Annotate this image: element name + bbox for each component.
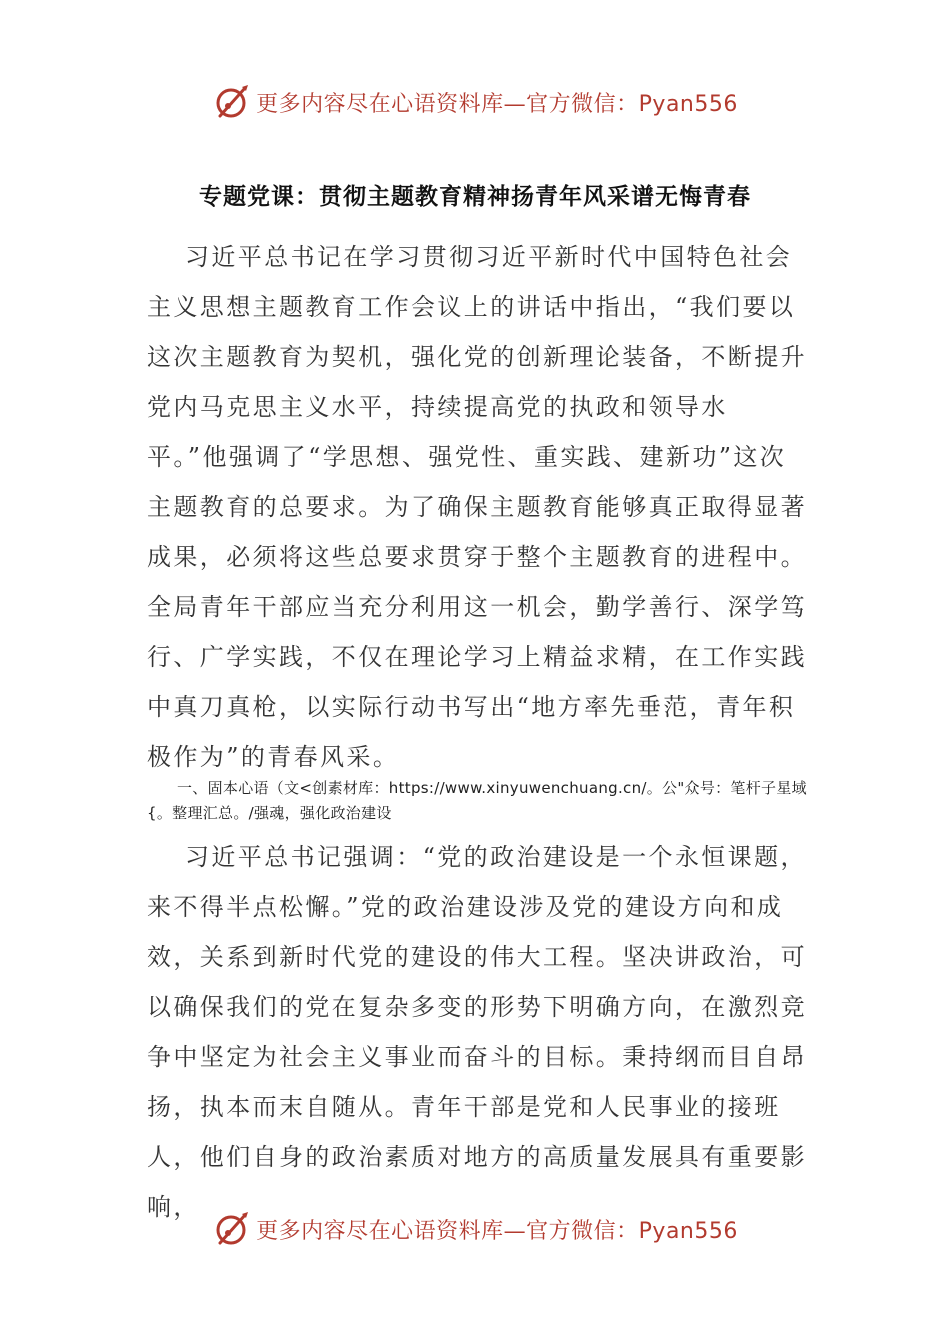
banner-wechat-id: Pyan556 <box>638 1218 738 1244</box>
banner-wechat-id: Pyan556 <box>638 91 738 117</box>
paragraph-1-text: 习近平总书记在学习贯彻习近平新时代中国特色社会主义思想主题教育工作会议上的讲话中指出，“我们要以这次主题教育为契机，强化党的创新理论装备，不断提升党内马克思主义水平，持续提高党的执政和领导水平。”他强调了“学思想、强党性、重实践、建新功”这次主题教育的总要求。为了确保主题教育能够真正取得显著成果，必须将这些总要求贯穿于整个主题教育的进程中。全局青年干部应当充分利用这一机会，勤学善行、深学笃行、广学实践，不仅在理论学习上精益求精，在工作实践中真刀真枪，以实际行动书写出“地方率先垂范，青年积极作为”的青春风采。 <box>147 243 807 771</box>
paragraph-1 <box>147 232 807 782</box>
document-title: 专题党课：贯彻主题教育精神扬青年风采谱无悔青春 <box>199 183 751 210</box>
banner-prefix: 更多内容尽在心语资料库—官方微信： <box>256 1218 639 1244</box>
section-heading-text: 一、固本心语（文<创素材库：https://www.xinyuwenchuang.cn/。公"众号：笔杆子星域{。整理汇总。/强魂，强化政治建设 <box>147 779 807 822</box>
footer-banner <box>0 1207 950 1251</box>
header-banner <box>0 80 950 124</box>
pen-logo-icon <box>212 82 252 122</box>
paragraph-2 <box>147 832 807 1232</box>
banner-text <box>256 1214 738 1245</box>
banner-prefix: 更多内容尽在心语资料库—官方微信： <box>256 91 639 117</box>
pen-logo-icon <box>212 1209 252 1249</box>
section-heading <box>147 776 817 826</box>
banner-text <box>256 87 738 118</box>
paragraph-2-text: 习近平总书记强调：“党的政治建设是一个永恒课题，来不得半点松懈。”党的政治建设涉及党的建设方向和成效，关系到新时代党的建设的伟大工程。坚决讲政治，可以确保我们的党在复杂多变的形势下明确方向，在激烈竞争中坚定为社会主义事业而奋斗的目标。秉持纲而目自昂扬，执本而末自随从。青年干部是党和人民事业的接班人，他们自身的政治素质对地方的高质量发展具有重要影响， <box>147 843 807 1221</box>
